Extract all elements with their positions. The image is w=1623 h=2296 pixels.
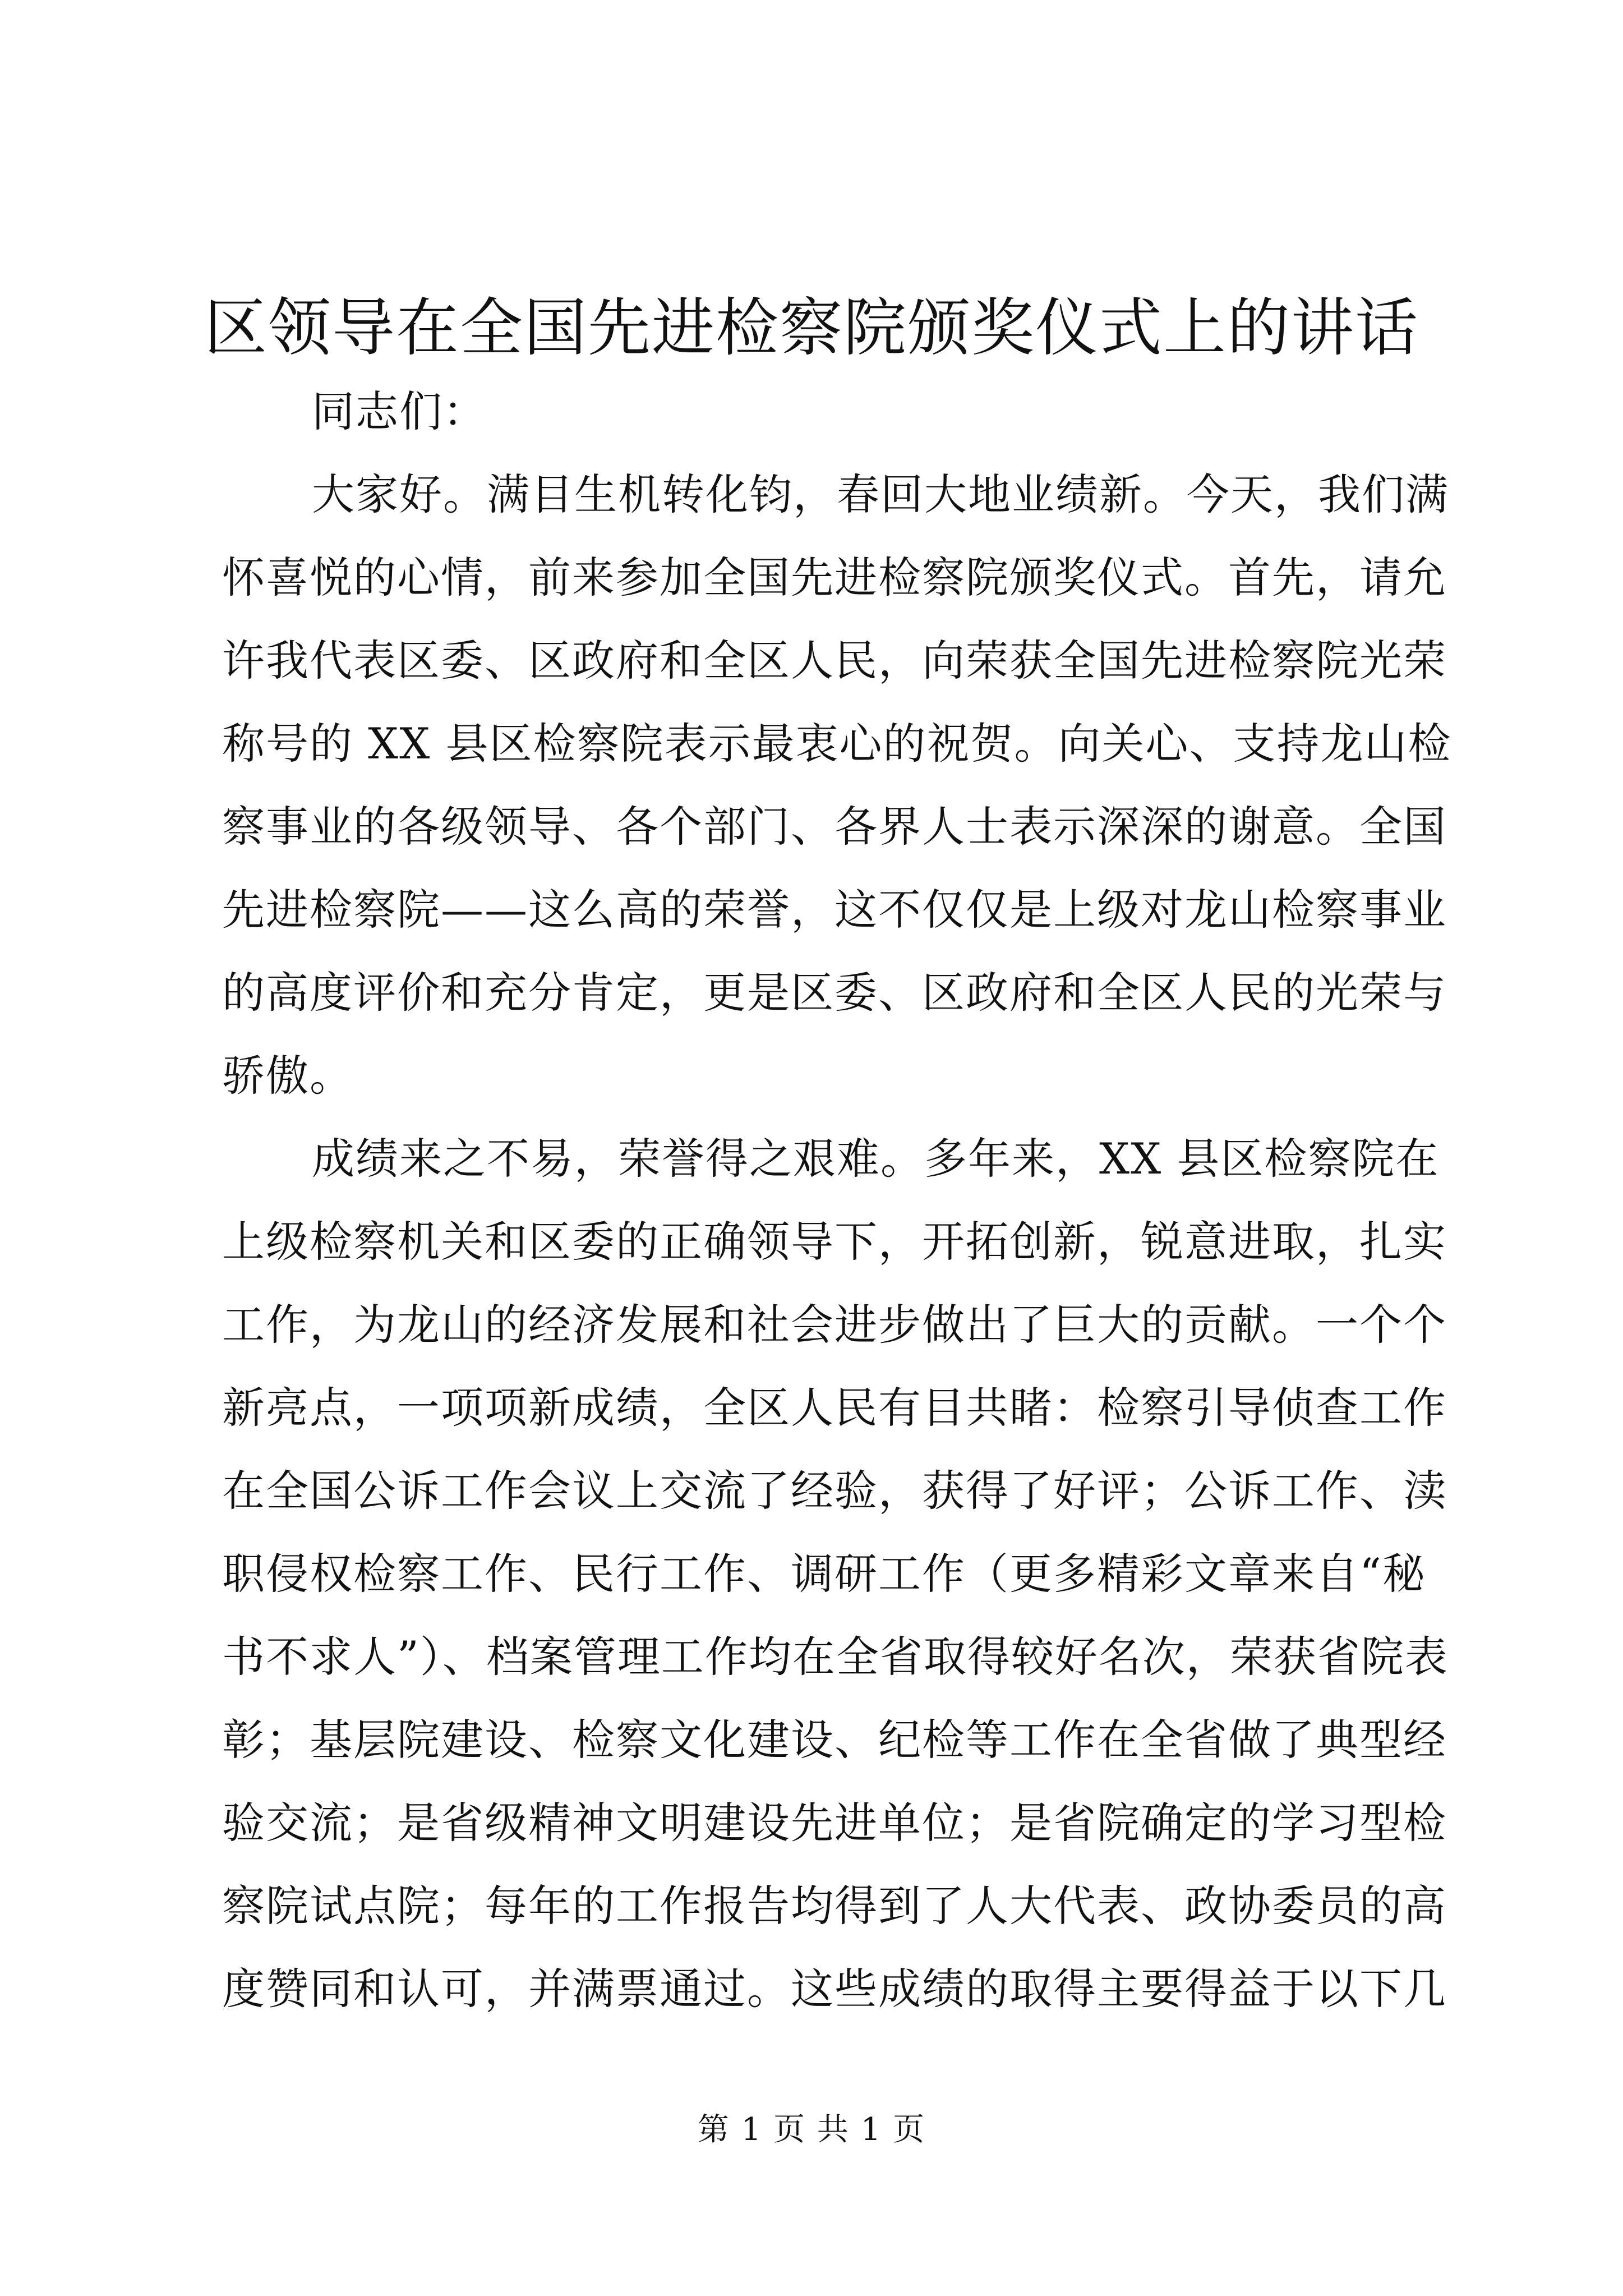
text-line: 许我代表区委、区政府和全区人民，向荣获全国先进检察院光荣	[222, 636, 1447, 685]
text-line: 大家好。满目生机转化钧，春回大地业绩新。今天，我们满	[312, 470, 1449, 519]
text-line: 上级检察机关和区委的正确领导下，开拓创新，锐意进取，扎实	[222, 1217, 1447, 1267]
document-body	[222, 370, 1452, 2031]
page-footer: 第 1 页 共 1 页	[697, 2111, 926, 2148]
text-line: 察院试点院；每年的工作报告均得到了人大代表、政协委员的高	[222, 1881, 1447, 1931]
text-line: 在全国公诉工作会议上交流了经验，获得了好评；公诉工作、渎	[222, 1466, 1447, 1516]
text-line: 验交流；是省级精神文明建设先进单位；是省院确定的学习型检	[222, 1798, 1447, 1848]
text-line: 工作，为龙山的经济发展和社会进步做出了巨大的贡献。一个个	[222, 1300, 1447, 1350]
text-line: 书不求人”）、档案管理工作均在全省取得较好名次，荣获省院表	[222, 1632, 1449, 1682]
text-line: 骄傲。	[222, 1051, 353, 1101]
text-line: 同志们：	[312, 386, 487, 436]
text-line: 彰；基层院建设、检察文化建设、纪检等工作在全省做了典型经	[222, 1715, 1447, 1765]
text-line: 称号的 XX 县区检察院表示最衷心的祝贺。向关心、支持龙山检	[222, 719, 1452, 769]
document-title: 区领导在全国先进检察院颁奖仪式上的讲话	[204, 292, 1419, 365]
text-line: 先进检察院——这么高的荣誉，这不仅仅是上级对龙山检察事业	[222, 885, 1447, 935]
text-line: 成绩来之不易，荣誉得之艰难。多年来，XX 县区检察院在	[312, 1134, 1440, 1184]
text-line: 度赞同和认可，并满票通过。这些成绩的取得主要得益于以下几	[222, 1964, 1447, 2014]
text-line: 职侵权检察工作、民行工作、调研工作（更多精彩文章来自“秘	[222, 1549, 1426, 1599]
text-line: 察事业的各级领导、各个部门、各界人士表示深深的谢意。全国	[222, 802, 1447, 852]
text-line: 的高度评价和充分肯定，更是区委、区政府和全区人民的光荣与	[222, 968, 1447, 1018]
text-line: 怀喜悦的心情，前来参加全国先进检察院颁奖仪式。首先，请允	[222, 553, 1447, 602]
text-line: 新亮点，一项项新成绩，全区人民有目共睹：检察引导侦查工作	[222, 1383, 1447, 1433]
